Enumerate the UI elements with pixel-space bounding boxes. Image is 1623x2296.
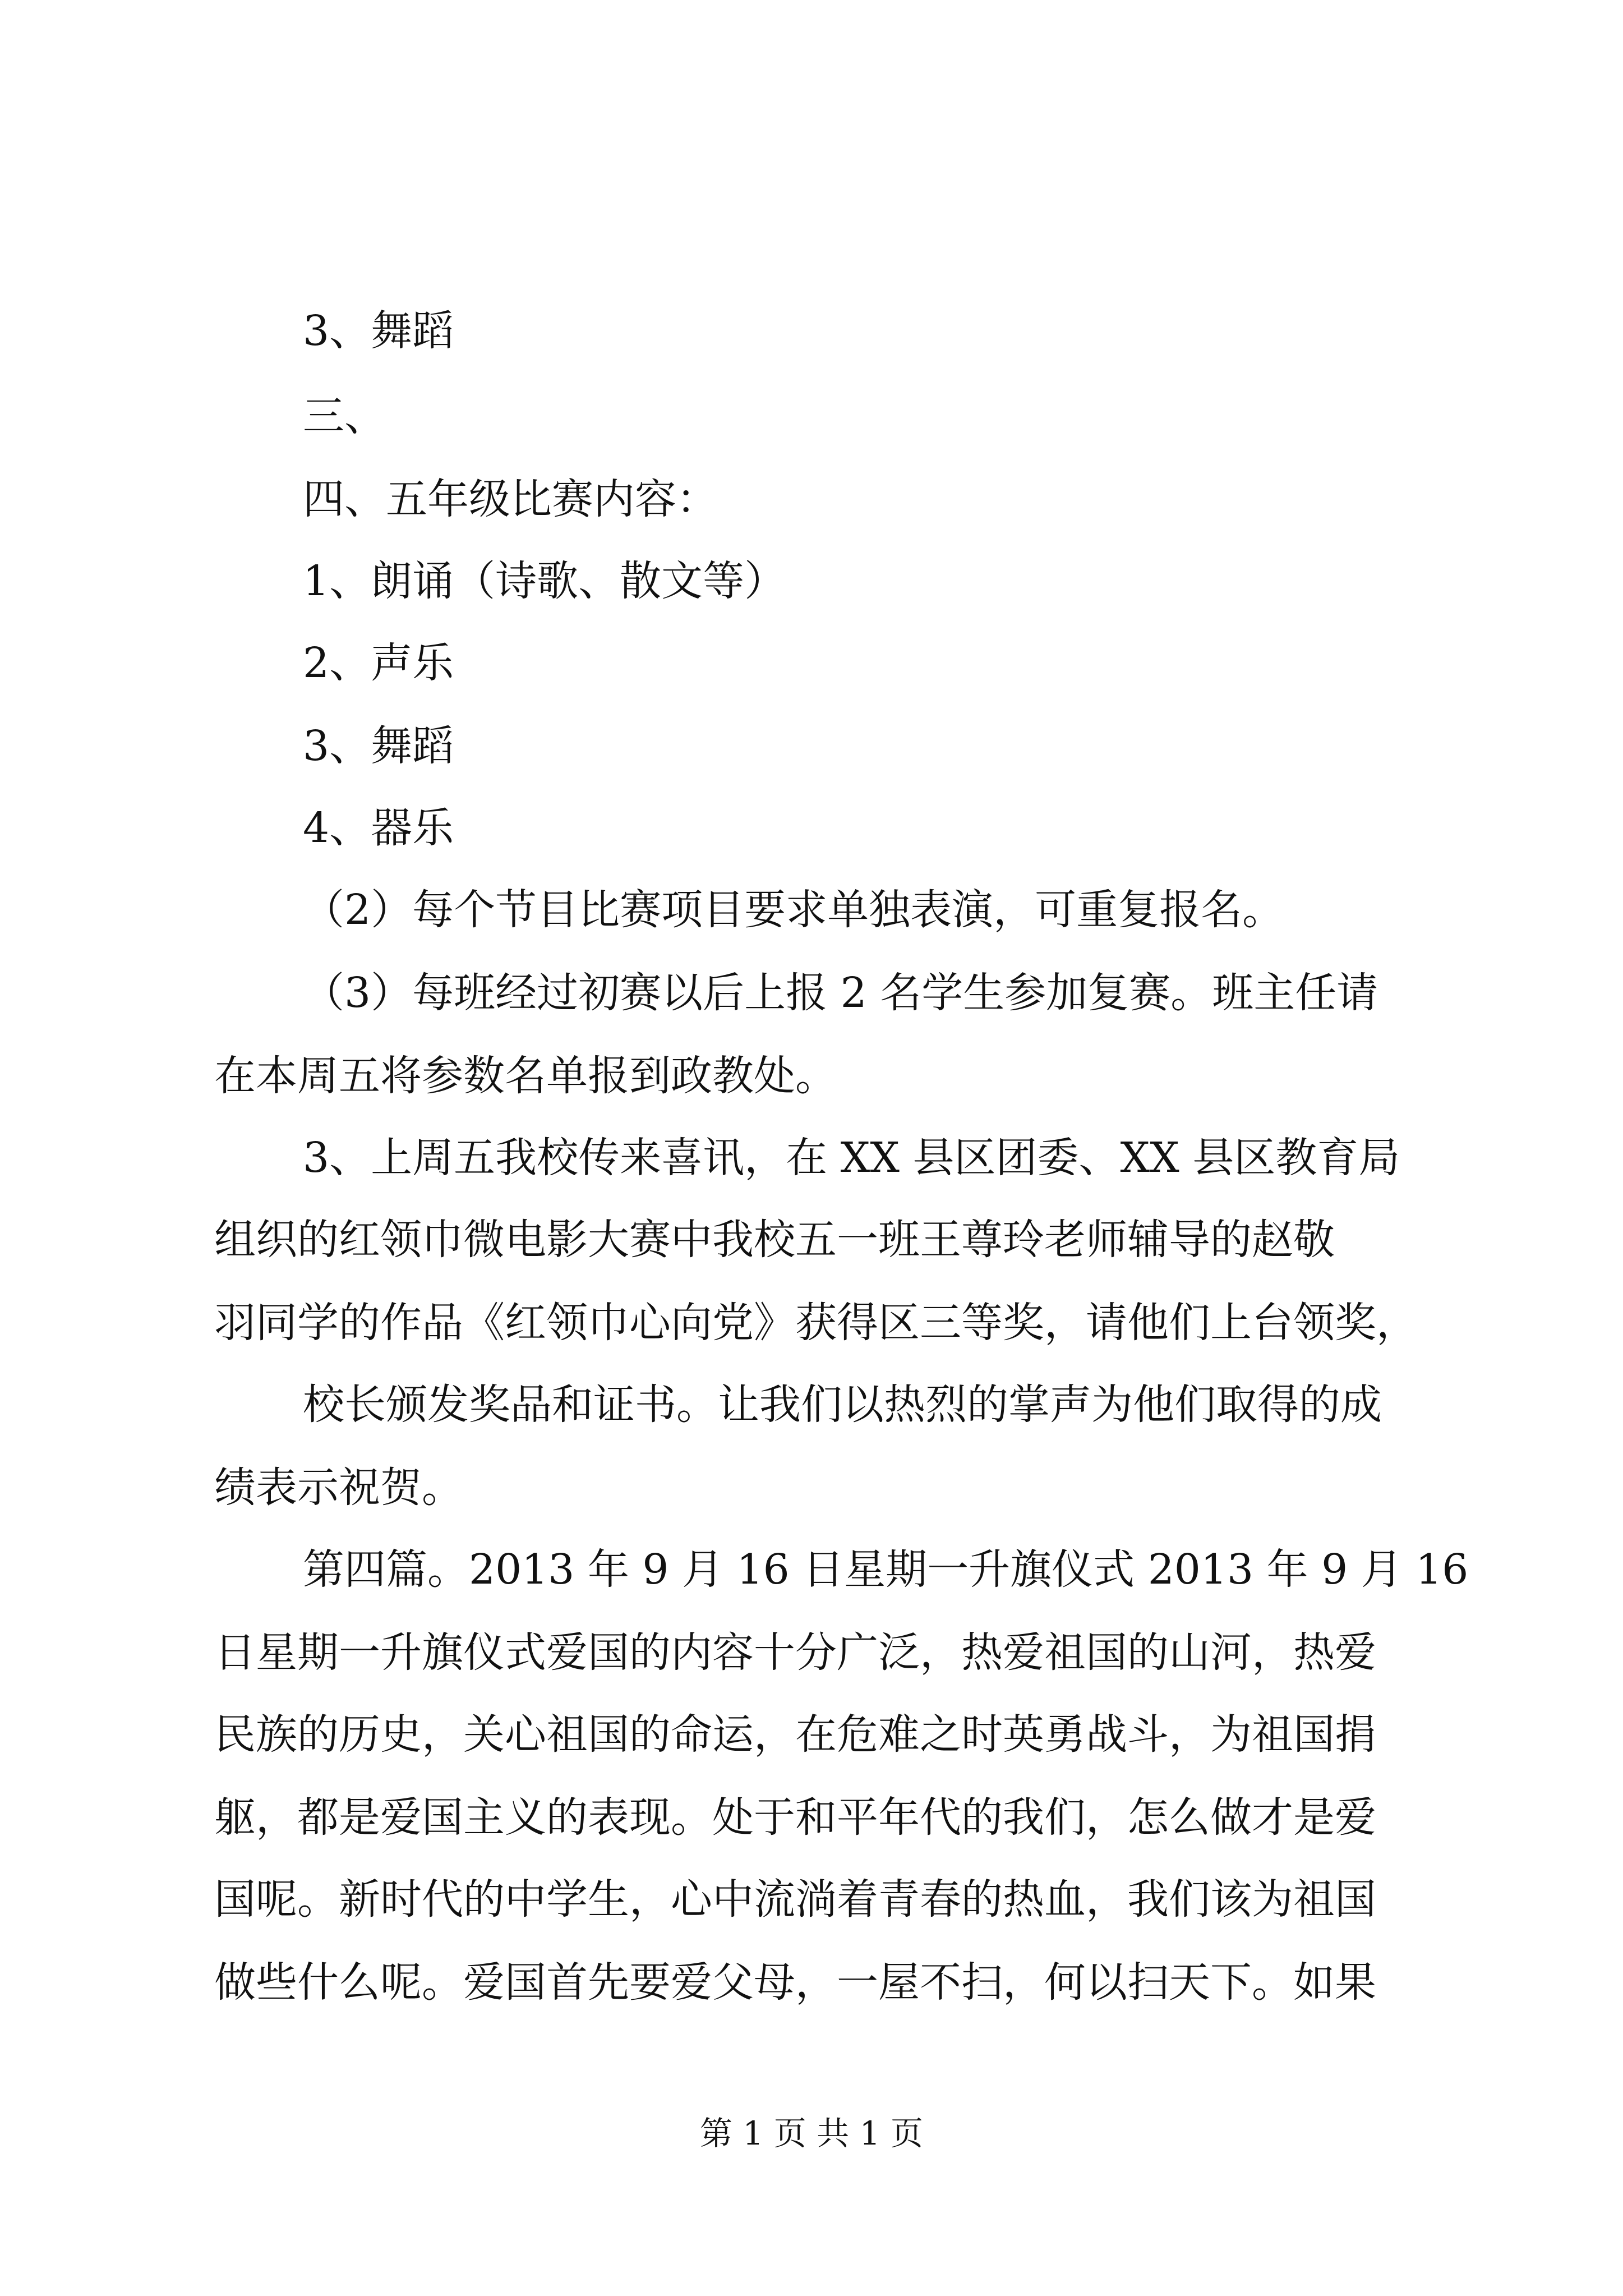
news-paragraph-line: 校长颁发奖品和证书。让我们以热烈的掌声为他们取得的成 bbox=[303, 1381, 1382, 1429]
list-item-dance: 3、舞蹈 bbox=[303, 307, 454, 355]
article-paragraph-line: 做些什么呢。爱国首先要爱父母，一屋不扫，何以扫天下。如果 bbox=[214, 1958, 1376, 2007]
rule-item-3-continued: 在本周五将参数名单报到政教处。 bbox=[214, 1052, 837, 1100]
page-footer: 第 1 页 共 1 页 bbox=[700, 2114, 923, 2152]
news-paragraph-line: 羽同学的作品《红领巾心向党》获得区三等奖，请他们上台领奖， bbox=[214, 1299, 1418, 1347]
section-three-heading: 三、 bbox=[303, 392, 386, 440]
article-paragraph-line: 民族的历史，关心祖国的命运，在危难之时英勇战斗，为祖国捐 bbox=[214, 1710, 1376, 1759]
list-item-recitation: 1、朗诵（诗歌、散文等） bbox=[303, 557, 786, 605]
article-paragraph-line: 第四篇。2013 年 9 月 16 日星期一升旗仪式 2013 年 9 月 16 bbox=[303, 1545, 1469, 1594]
article-paragraph-line: 国呢。新时代的中学生，心中流淌着青春的热血，我们该为祖国 bbox=[214, 1875, 1376, 1924]
section-four-heading: 四、五年级比赛内容： bbox=[303, 475, 718, 523]
list-item-dance-2: 3、舞蹈 bbox=[303, 722, 454, 770]
news-paragraph-line: 组织的红领巾微电影大赛中我校五一班王尊玲老师辅导的赵敬 bbox=[214, 1216, 1335, 1264]
rule-item-2: （2）每个节目比赛项目要求单独表演，可重复报名。 bbox=[303, 886, 1284, 934]
rule-item-3: （3）每班经过初赛以后上报 2 名学生参加复赛。班主任请 bbox=[303, 969, 1378, 1017]
news-paragraph-line: 3、上周五我校传来喜讯，在 XX 县区团委、XX 县区教育局 bbox=[303, 1134, 1400, 1182]
news-paragraph-line: 绩表示祝贺。 bbox=[214, 1464, 463, 1512]
article-paragraph-line: 日星期一升旗仪式爱国的内容十分广泛，热爱祖国的山河，热爱 bbox=[214, 1628, 1376, 1677]
article-paragraph-line: 躯，都是爱国主义的表现。处于和平年代的我们，怎么做才是爱 bbox=[214, 1793, 1376, 1842]
list-item-instrumental: 4、器乐 bbox=[303, 804, 454, 852]
list-item-vocal: 2、声乐 bbox=[303, 639, 454, 687]
